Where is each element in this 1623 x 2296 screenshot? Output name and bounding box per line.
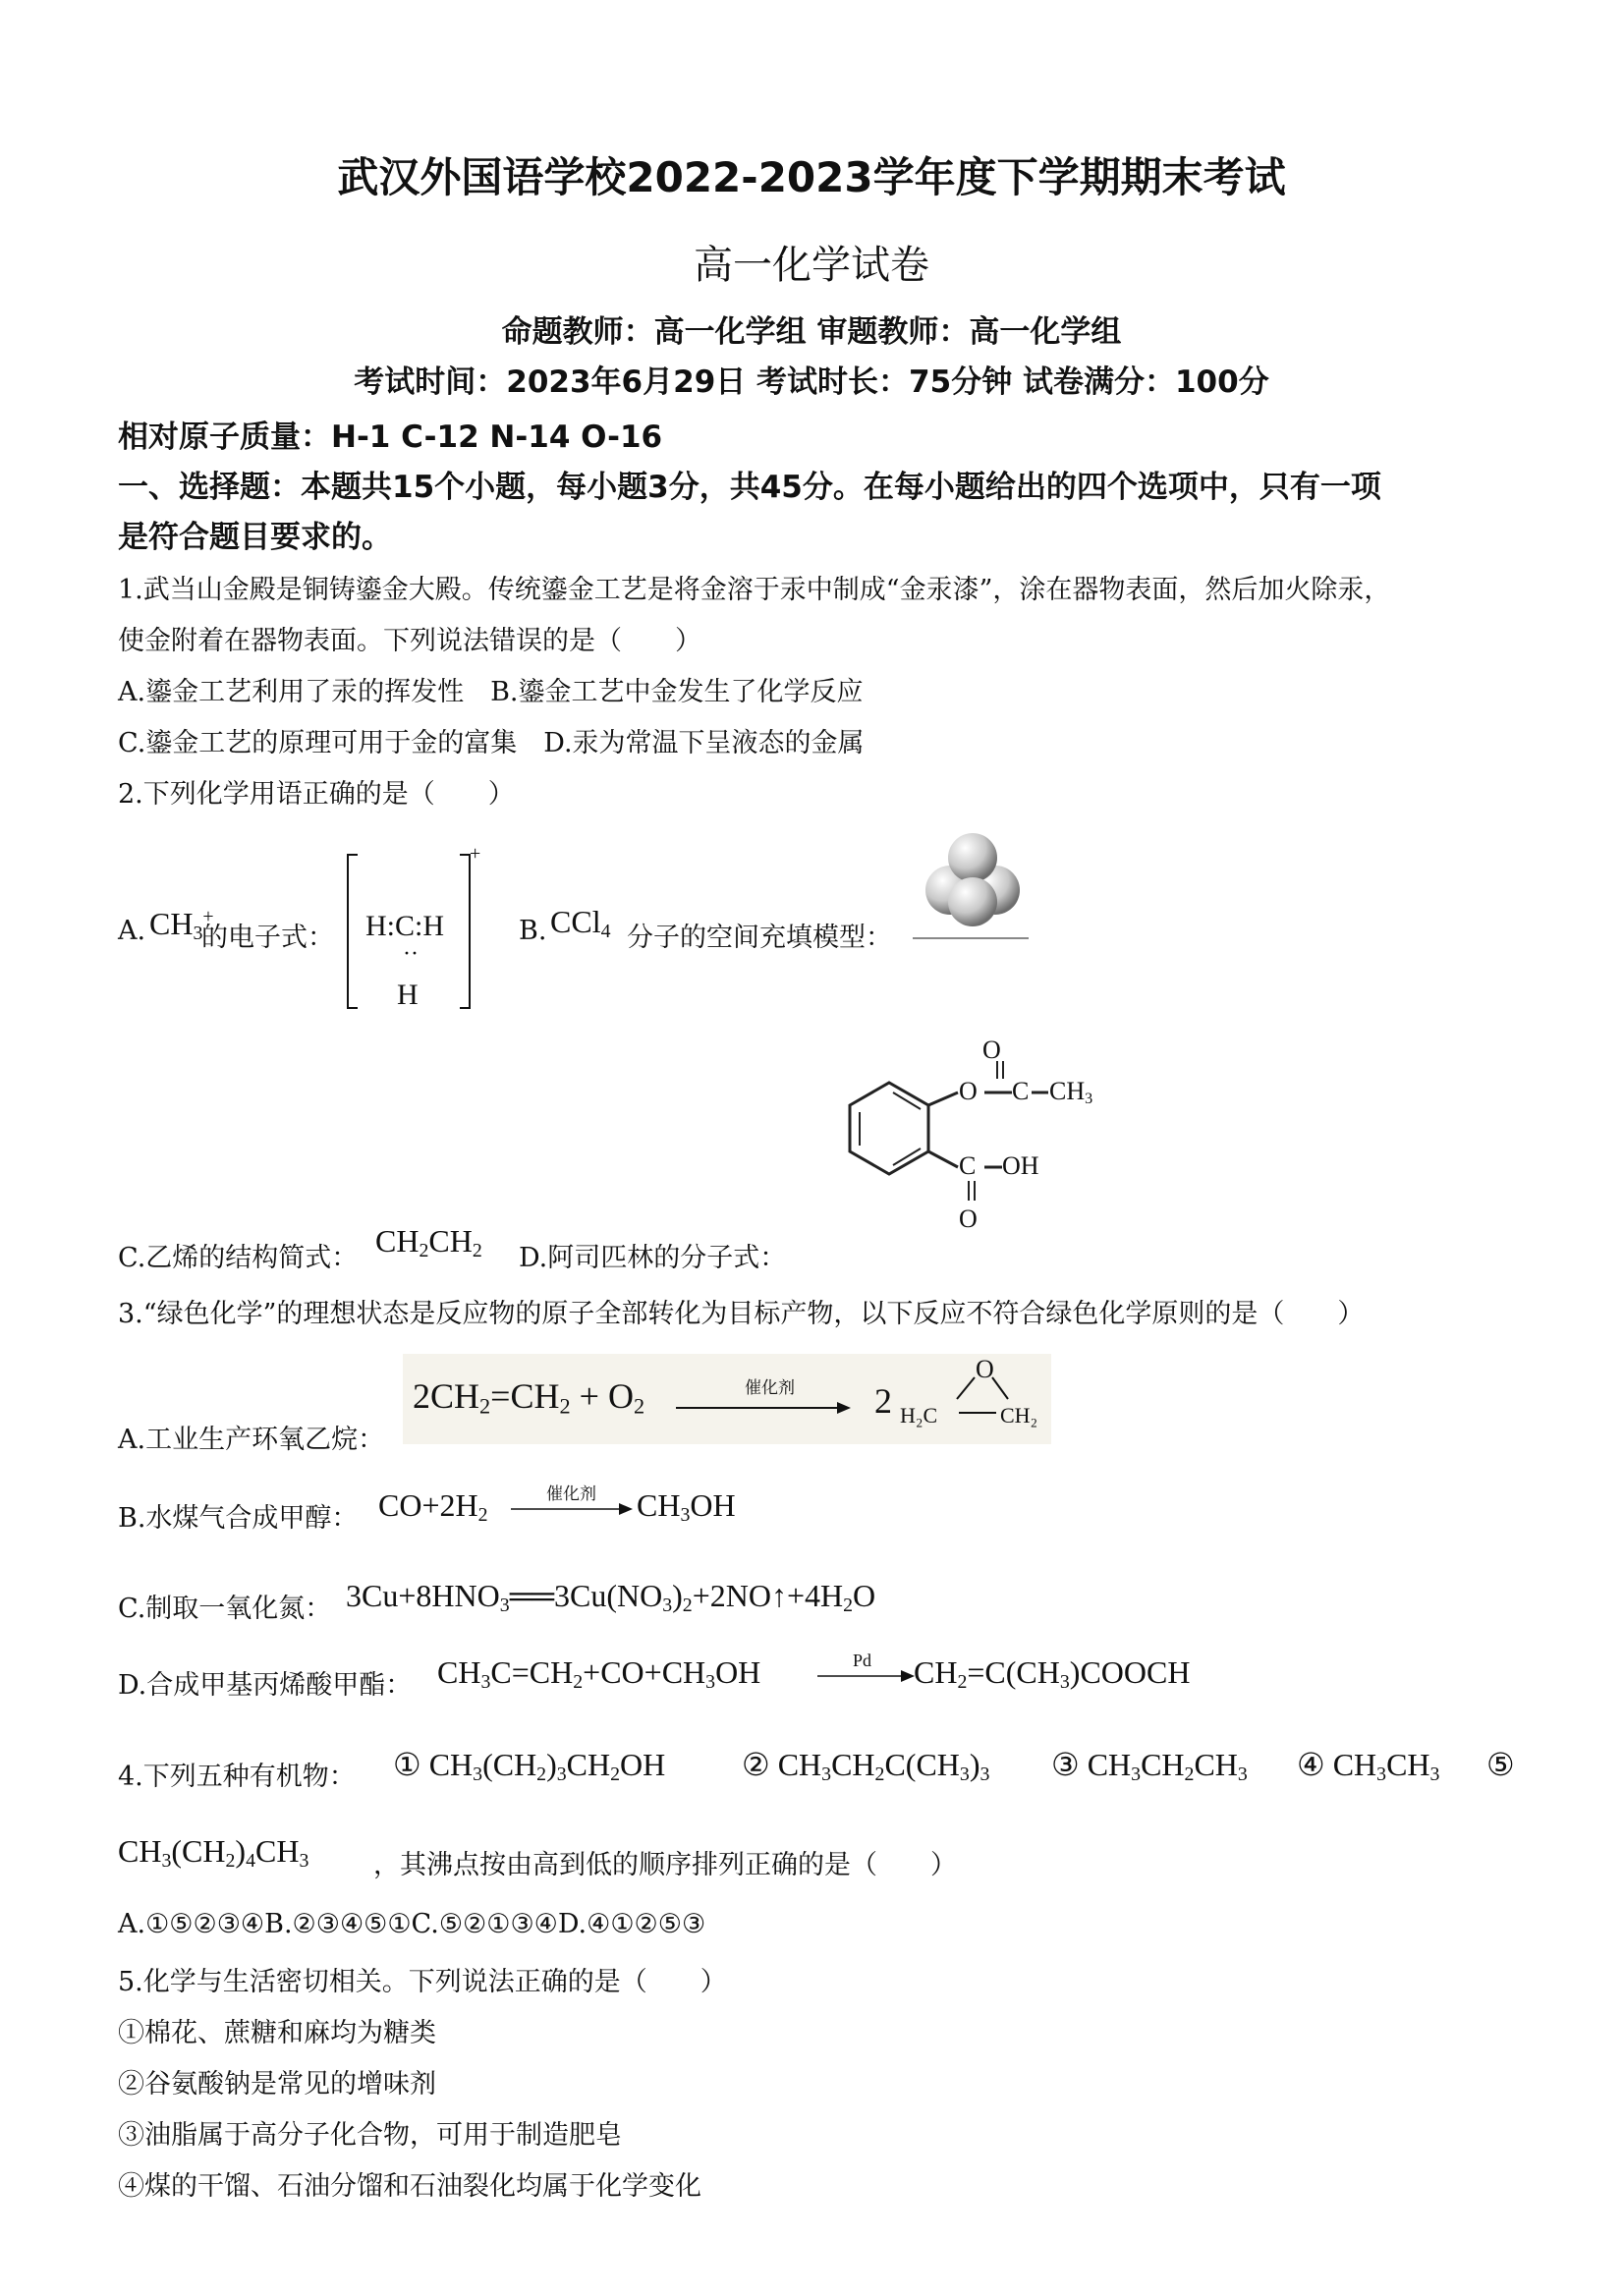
atomic-mass-line: 相对原子质量：H-1 C-12 N-14 O-16 (118, 420, 663, 455)
q3-d-product: $CH_2=C(CH_3)COOCH$ (914, 1654, 1191, 1693)
q3-a-product-coef: 2 (874, 1381, 892, 1421)
q3-stem: 3.“绿色化学”的理想状态是反应物的原子全部转化为目标产物，以下反应不符合绿色化学原则的是（ ） (118, 1299, 1365, 1329)
teachers-line: 命题教师：高一化学组 审题教师：高一化学组 (501, 314, 1122, 350)
q3-d-reactants: $CH_3C=CH_2+CO+CH_3OH$ (437, 1654, 761, 1693)
q3-c-equation: $3Cu+8HNO_3══3Cu(NO_3)_2+2NO↑+4H_2O$ (346, 1578, 876, 1616)
q4-compound-2: ② $CH_3CH_2C(CH_3)_3$ (742, 1747, 990, 1785)
q4-mark-5: ⑤ (1486, 1747, 1515, 1782)
exam-info-line: 考试时间：2023年6月29日 考试时长：75分钟 试卷满分：100分 (354, 364, 1269, 400)
q4-options: A.①⑤②③④B.②③④⑤①C.⑤②①③④D.④①②⑤③ (118, 1909, 706, 1939)
section1-heading-cont: 是符合题目要求的。 (118, 520, 392, 555)
q2-option-d-text: D.阿司匹林的分子式： (519, 1243, 787, 1273)
q1-stem-cont: 使金附着在器物表面。下列说法错误的是（ ） (118, 626, 701, 656)
q3-b-product: $CH_3OH$ (637, 1487, 736, 1526)
aspirin-c-acid: C (959, 1151, 977, 1180)
q4-stem-cont: ，其沸点按由高到低的顺序排列正确的是（ ） (373, 1850, 957, 1880)
q4-compound-4: ④ $CH_3CH_3$ (1297, 1747, 1440, 1785)
lewis-bottom-h: H (397, 979, 419, 1011)
q2-ccl4-formula: CCl$_4$ (550, 904, 611, 942)
q3-option-c-text: C.制取一氧化氮： (118, 1594, 332, 1624)
q4-compound-1: ① $CH_3(CH_2)_3CH_2OH$ (393, 1747, 666, 1785)
q2-option-a-text: 的电子式： (201, 923, 334, 953)
q5-item-4: ④煤的干馏、石油分馏和石油裂化均属于化学变化 (118, 2171, 701, 2202)
aspirin-ch3: $CH_3$ (1049, 1077, 1093, 1108)
q5-item-1: ①棉花、蔗糖和麻均为糖类 (118, 2018, 436, 2048)
q4-stem: 4.下列五种有机物： (118, 1762, 356, 1792)
q3-option-a-text: A.工业生产环氧乙烷： (118, 1425, 385, 1455)
space-filling-model-image (909, 823, 1036, 946)
q1-stem: 1.武当山金殿是铜铸鎏金大殿。传统鎏金工艺是将金溶于汞中制成“金汞漆”，涂在器物表面，然后加火除汞， (118, 575, 1391, 605)
q2-option-b-label: B. (519, 916, 547, 946)
aspirin-c-ester: C (1012, 1077, 1030, 1105)
lewis-charge: + (470, 843, 481, 865)
q3-b-catalyst: 催化剂 (546, 1484, 596, 1504)
q2-stem: 2.下列化学用语正确的是（ ） (118, 779, 515, 810)
svg-text:CH₂: CH₂ (1000, 1403, 1038, 1428)
q5-stem: 5.化学与生活密切相关。下列说法正确的是（ ） (118, 1967, 727, 1997)
aspirin-o-ester: O (959, 1077, 978, 1105)
aspirin-structure (791, 1032, 1105, 1258)
q2-ch3-formula: $CH_3^+$ (149, 906, 214, 944)
q2-option-b-text: 分子的空间充填模型： (627, 923, 892, 953)
svg-text:H₂C: H₂C (900, 1403, 938, 1428)
q3-a-catalyst: 催化剂 (745, 1378, 795, 1398)
lewis-dots: ·· (403, 941, 419, 967)
q2-ethylene-formula: $CH_2CH_2$ (375, 1223, 482, 1261)
svg-text:O: O (976, 1356, 994, 1383)
q3-d-catalyst: Pd (853, 1651, 872, 1670)
q3-b-reactants: $CO+2H_2$ (378, 1487, 488, 1526)
q4-compound-3: ③ $CH_3CH_2CH_3$ (1051, 1747, 1248, 1785)
q3-option-d-text: D.合成甲基丙烯酸甲酯： (118, 1670, 413, 1701)
q2-option-c-text: C.乙烯的结构简式： (118, 1243, 359, 1273)
q1-options-cd: C.鎏金工艺的原理可用于金的富集 D.汞为常温下呈液态的金属 (118, 728, 865, 758)
q4-compound-5: $CH_3(CH_2)_4CH_3$ (118, 1833, 309, 1872)
aspirin-o-top: O (982, 1036, 1001, 1064)
q3-option-b-text: B.水煤气合成甲醇： (118, 1503, 359, 1534)
epoxide-structure (898, 1356, 1045, 1434)
q5-item-2: ②谷氨酸钠是常见的增味剂 (118, 2069, 436, 2100)
exam-title: 武汉外国语学校2022-2023学年度下学期期末考试 (337, 153, 1286, 201)
aspirin-o-bottom: O (959, 1204, 978, 1233)
q3-a-reactants: $2CH_2=CH_2 + O_2$ (413, 1376, 645, 1419)
section1-heading: 一、选择题：本题共15个小题，每小题3分，共45分。在每小题给出的四个选项中，只有一项 (118, 470, 1381, 505)
q1-options-ab: A.鎏金工艺利用了汞的挥发性 B.鎏金工艺中金发生了化学反应 (118, 677, 864, 707)
q2-option-a-label: A. (118, 916, 146, 946)
aspirin-oh: OH (1002, 1151, 1039, 1180)
lewis-top-row: H:C:H (365, 910, 445, 942)
subject-title: 高一化学试卷 (694, 243, 929, 288)
q5-item-3: ③油脂属于高分子化合物，可用于制造肥皂 (118, 2120, 622, 2151)
